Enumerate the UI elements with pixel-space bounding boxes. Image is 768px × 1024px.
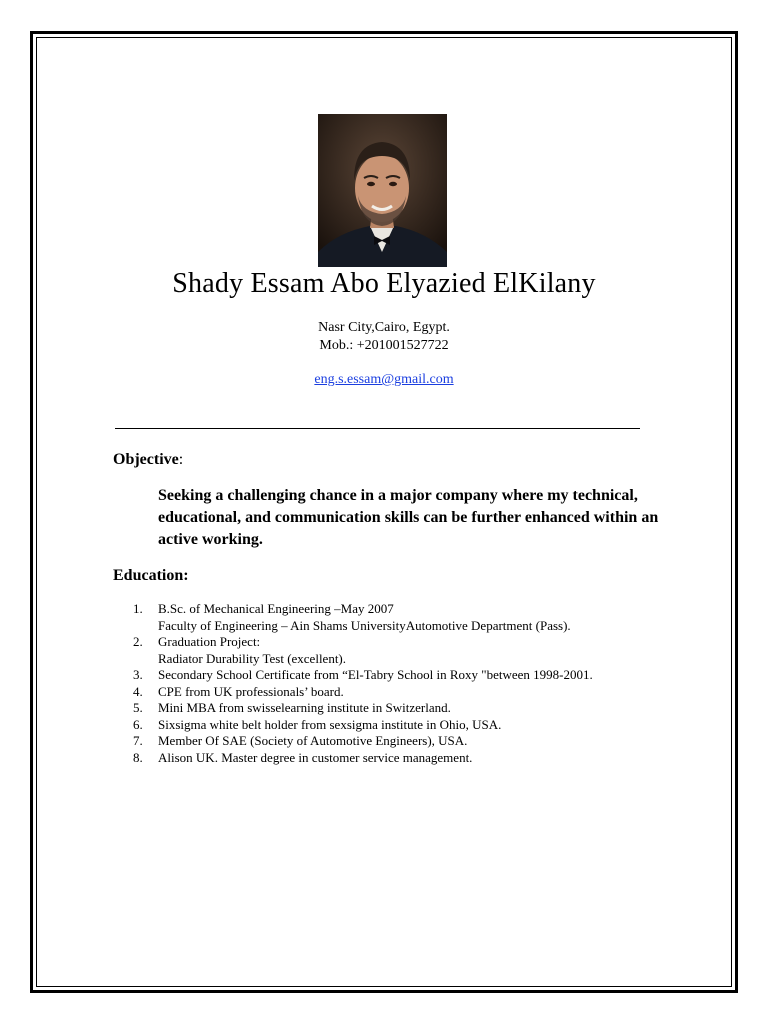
list-item <box>113 733 673 750</box>
candidate-name: Shady Essam Abo Elyazied ElKilany <box>172 268 596 299</box>
objective-heading-colon: : <box>178 451 184 468</box>
list-item-line: Mini MBA from swisselearning institute in Switzerland. <box>158 700 451 715</box>
list-item-line: Alison UK. Master degree in customer service management. <box>158 749 473 765</box>
list-item-line: Faculty of Engineering – Ain Shams UniversityAutomotive Department (Pass). <box>158 617 571 633</box>
list-item-line: CPE from UK professionals’ board. <box>158 683 344 699</box>
list-item-number: 8. <box>133 749 143 765</box>
profile-photo <box>318 114 447 267</box>
education-list <box>113 601 673 766</box>
list-item-line: Graduation Project: <box>158 634 261 649</box>
list-item <box>113 717 673 734</box>
contact-block <box>0 319 768 355</box>
list-item <box>113 634 673 667</box>
list-item-line: B.Sc. of Mechanical Engineering –May 2007 <box>158 601 394 616</box>
objective-text: Seeking a challenging chance in a major company where my technical, educational, and communication skills can be further enhanced within an active working. <box>158 487 659 548</box>
list-item <box>113 684 673 701</box>
list-item-number: 2. <box>133 634 143 649</box>
list-item-line: Member Of SAE (Society of Automotive Engineers), USA. <box>158 733 468 748</box>
list-item <box>113 750 673 767</box>
list-item-number: 5. <box>133 700 143 715</box>
list-item-number: 7. <box>133 733 143 748</box>
address-line: Nasr City,Cairo, Egypt. <box>318 320 450 335</box>
list-item <box>113 601 673 634</box>
email-link[interactable]: eng.s.essam@gmail.com <box>314 372 454 387</box>
list-item-number: 6. <box>133 716 143 732</box>
list-item <box>113 700 673 717</box>
list-item <box>113 667 673 684</box>
horizontal-rule <box>115 428 640 429</box>
education-heading: Education: <box>113 567 189 584</box>
list-item-line: Secondary School Certificate from “El-Tabry School in Roxy "between 1998-2001. <box>158 667 593 682</box>
list-item-number: 4. <box>133 683 143 699</box>
objective-heading-label: Objective <box>113 451 179 468</box>
list-item-line: Radiator Durability Test (excellent). <box>158 650 347 666</box>
mobile-line: Mob.: +201001527722 <box>319 338 449 353</box>
list-item-number: 3. <box>133 667 143 682</box>
email-line <box>0 372 768 388</box>
list-item-number: 1. <box>133 601 143 616</box>
list-item-line: Sixsigma white belt holder from sexsigma institute in Ohio, USA. <box>158 716 502 732</box>
objective-heading <box>113 451 183 469</box>
